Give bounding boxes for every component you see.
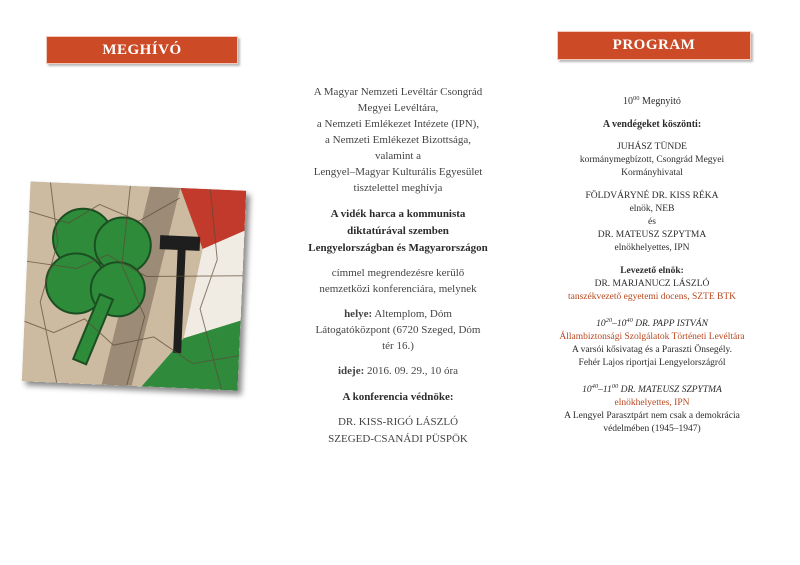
program (527, 92, 777, 436)
organizer-line: a Nemzeti Emlékezet Bizottsága, (325, 134, 471, 146)
talk2-affiliation: elnökhelyettes, IPN (614, 398, 690, 408)
greets-heading: A vendégeket köszönti: (602, 119, 702, 130)
greeter-role: elnök, NEB (629, 204, 675, 214)
invitation-text (285, 84, 511, 448)
date-label: ideje: (337, 365, 365, 377)
talk1-title: A varsói kősivatag és a Paraszti Önsegély. (571, 345, 733, 355)
title-line: Lengyelországban és Magyarországon (308, 242, 488, 254)
conference-title (285, 206, 511, 257)
clover-hammer-sickle-emblem (22, 181, 247, 390)
greeter-role: kormánymegbízott, Csongrád Megyei (579, 155, 725, 165)
venue-line: Látogatóközpont (6720 Szeged, Dóm (315, 324, 481, 336)
meghivo-banner-text: MEGHÍVÓ (102, 41, 182, 58)
talk1-title: Fehér Lajos riportjai Lengyelországról (578, 358, 726, 368)
organizer-line: A Magyar Nemzeti Levéltár Csongrád (313, 86, 483, 98)
talk1-time-speaker: $10^{20}-10^{40}$ DR. PAPP ISTVÁN (596, 317, 708, 329)
program-banner (557, 31, 751, 60)
greeter-role: Kormányhivatal (621, 168, 683, 178)
venue-line: tér 16.) (382, 340, 414, 352)
venue-label: helye: (344, 308, 373, 320)
organizer-line: valamint a (374, 150, 422, 162)
patron-line: DR. KISS-RIGÓ LÁSZLÓ (337, 416, 459, 428)
opening: $10^{00}$ Megnyitó (623, 95, 681, 107)
talk2-title: A Lengyel Parasztpárt nem csak a demokrácia (564, 411, 740, 421)
patron-line: SZEGED-CSANÁDI PÜSPÖK (328, 433, 468, 445)
patron-heading: A konferencia védnöke: (342, 391, 454, 403)
subtitle-line: címmel megrendezésre kerülő (331, 267, 465, 279)
organizer-line: Megyei Levéltára, (357, 102, 439, 114)
talk2-time-speaker: $10^{40}-11^{00}$ DR. MATEUSZ SZPYTMA (582, 383, 722, 395)
title-line: A vidék harca a kommunista (330, 208, 466, 220)
talk1-affiliation: Állambiztonsági Szolgálatok Történeti Levéltára (559, 332, 745, 342)
date-value: 2016. 09. 29., 10 óra (366, 365, 459, 377)
greeter-name: DR. MATEUSZ SZPYTMA (597, 230, 707, 240)
subtitle-line: nemzetközi konferenciára, melynek (319, 283, 477, 295)
greeter-name: JUHÁSZ TÜNDE (617, 142, 687, 152)
chair-role: tanszékvezető egyetemi docens, SZTE BTK (567, 292, 737, 302)
date (285, 363, 511, 379)
opening-label: Megnyitó (642, 96, 681, 107)
program-banner-text: PROGRAM (612, 37, 696, 53)
talk2-title: védelmében (1945–1947) (603, 424, 701, 434)
organizer-line: a Nemzeti Emlékezet Intézete (IPN), (316, 118, 480, 130)
organizer-line: Lengyel–Magyar Kulturális Egyesület (313, 166, 483, 178)
greeter-name: FÖLDVÁRYNÉ DR. KISS RÉKA (585, 191, 719, 201)
venue (285, 306, 511, 354)
talk2-speaker: DR. MATEUSZ SZPYTMA (620, 385, 722, 395)
and-text: és (648, 217, 656, 227)
meghivo-banner (46, 36, 238, 64)
talk1-speaker: DR. PAPP ISTVÁN (635, 319, 708, 329)
title-line: diktatúrával szemben (347, 225, 449, 237)
chair-heading: Levezető elnök: (620, 266, 684, 276)
chair-name: DR. MARJANUCZ LÁSZLÓ (594, 279, 710, 289)
conference-subtitle (285, 265, 511, 297)
organizer-line: tisztelettel meghívja (353, 182, 443, 194)
venue-line: Altemplom, Dóm (374, 308, 452, 320)
patron (285, 414, 511, 448)
greeter-role: elnökhelyettes, IPN (614, 243, 690, 253)
